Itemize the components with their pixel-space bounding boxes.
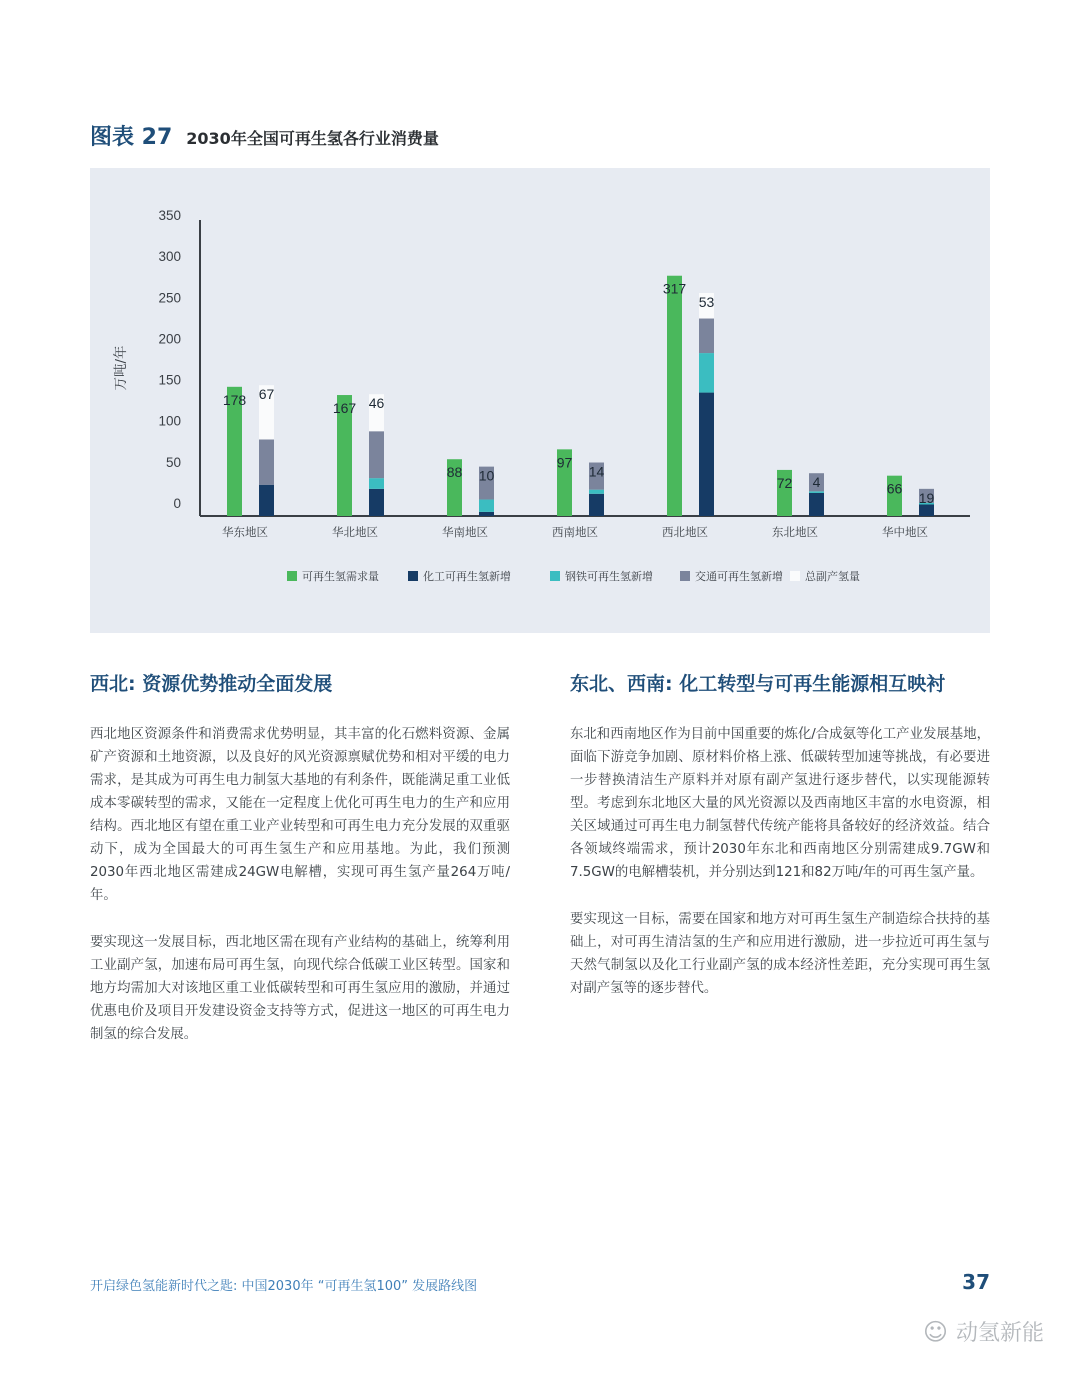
legend-label: 总副产氢量 (805, 570, 860, 583)
stacked-segment (919, 504, 934, 516)
stacked-segment (699, 319, 714, 354)
paragraph: 东北和西南地区作为目前中国重要的炼化/合成氨等化工产业发展基地，面临下游竞争加剧、原材料价格上涨、低碳转型加速等挑战，有必要进一步替换清洁生产原料并对原有副产氢进行逐步替代，以实现能源转型。考虑到东北地区大量的风光资源以及西南地区丰富的水电资源，相关区域通过可再生电力制氢替代传统产能将具备较好的经济效益。结合各领域终端需求，预计2030年东北和西南地区分别需建成9.7GW和7.5GW的电解槽装机，并分别达到121和82万吨/年的可再生氢产量。 (570, 726, 990, 880)
watermark-text: 动氢新能 (955, 1321, 1044, 1346)
x-tick-label: 华中地区 (882, 525, 928, 539)
right-column (570, 672, 990, 1024)
x-tick-label: 西南地区 (552, 525, 598, 539)
x-tick-label: 华东地区 (222, 525, 268, 539)
section-heading-northeast-southwest: 东北、西南: 化工转型与可再生能源相互映衬 (570, 673, 946, 695)
figure-number: 图表 27 (90, 125, 173, 150)
demand-value-label: 317 (662, 280, 687, 297)
stacked-segment (809, 493, 824, 516)
left-column (90, 672, 510, 1070)
watermark (923, 1316, 1044, 1347)
paragraph: 要实现这一发展目标，西北地区需在现有产业结构的基础上，统筹利用工业副产氢，加速布局可再生氢，向现代综合低碳工业区转型。国家和地方均需加大对该地区重工业低碳转型和可再生氢应用的激励，并通过优惠电价及项目开发建设资金支持等方式，促进这一地区的可再生电力制氢的综合发展。 (90, 934, 510, 1042)
stack-value-label: 10 (478, 467, 495, 484)
legend-label: 钢铁可再生氢新增 (565, 570, 653, 583)
demand-value-label: 167 (332, 400, 357, 417)
footer-title: 开启绿色氢能新时代之匙: 中国2030年 “可再生氢100” 发展路线图 (90, 1279, 478, 1294)
stacked-segment (589, 494, 604, 516)
bar-chart (90, 168, 990, 633)
legend-swatch (790, 571, 800, 581)
y-tick-label: 300 (158, 249, 181, 265)
stacked-segment (699, 353, 714, 392)
wechat-icon: ☺ (922, 1317, 948, 1346)
stacked-segment (259, 439, 274, 484)
legend-swatch (408, 571, 418, 581)
y-tick-label: 100 (158, 413, 181, 429)
stack-value-label: 19 (918, 489, 935, 506)
paragraph: 要实现这一目标，需要在国家和地方对可再生氢生产制造综合扶持的基础上，对可再生清洁氢的生产和应用进行激励，进一步拉近可再生氢与天然气制氢以及化工行业副产氢的成本经济性差距，充分实现可再生氢对副产氢等的逐步替代。 (570, 911, 990, 996)
x-tick-label: 华北地区 (332, 525, 378, 539)
stack-value-label: 67 (258, 386, 275, 403)
stacked-segment (479, 512, 494, 516)
y-tick-label: 50 (165, 454, 181, 470)
stack-value-label: 4 (812, 474, 821, 491)
y-tick-label: 250 (158, 290, 181, 306)
legend-swatch (550, 571, 560, 581)
y-tick-label: 150 (158, 372, 181, 388)
y-axis-title: 万吨/年 (113, 345, 129, 391)
stacked-segment (589, 490, 604, 494)
legend-label: 可再生氢需求量 (302, 570, 379, 583)
stacked-segment (369, 431, 384, 478)
figure-caption: 2030年全国可再生氢各行业消费量 (186, 129, 439, 148)
stacked-segment (369, 478, 384, 489)
y-tick-label: 200 (158, 331, 181, 347)
y-tick-label: 350 (158, 208, 181, 223)
paragraph: 西北地区资源条件和消费需求优势明显，其丰富的化石燃料资源、金属矿产资源和土地资源，以及良好的风光资源禀赋优势和相对平缓的电力需求，是其成为可再生电力制氢大基地的有利条件，既能满足重工业低成本零碳转型的需求，又能在一定程度上优化可再生电力的生产和应用结构。西北地区有望在重工业产业转型和可再生电力充分发展的双重驱动下，成为全国最大的可再生氢生产和应用基地。为此，我们预测2030年西北地区需建成24GW电解槽，实现可再生氢产量264万吨/年。 (90, 726, 510, 903)
stacked-segment (259, 485, 274, 516)
stacked-segment (809, 491, 824, 493)
stacked-segment (699, 393, 714, 516)
stacked-segment (479, 500, 494, 512)
demand-bar (667, 276, 682, 516)
figure-title (90, 120, 439, 151)
x-tick-label: 华南地区 (442, 525, 488, 539)
legend-swatch (287, 571, 297, 581)
demand-value-label: 178 (222, 391, 247, 408)
y-tick-label: 0 (173, 496, 181, 511)
page-number: 37 (962, 1270, 990, 1294)
stacked-segment (369, 489, 384, 516)
stack-value-label: 46 (368, 395, 385, 412)
legend-label: 交通可再生氢新增 (695, 570, 783, 583)
stack-value-label: 53 (698, 294, 715, 311)
x-tick-label: 西北地区 (662, 525, 708, 539)
demand-value-label: 66 (886, 480, 903, 497)
legend-label: 化工可再生氢新增 (423, 570, 511, 583)
legend-swatch (680, 571, 690, 581)
stack-value-label: 14 (588, 463, 605, 480)
x-tick-label: 东北地区 (772, 525, 818, 539)
demand-value-label: 88 (446, 464, 463, 481)
demand-value-label: 97 (556, 454, 573, 471)
section-heading-northwest: 西北: 资源优势推动全面发展 (90, 673, 333, 695)
demand-value-label: 72 (776, 474, 793, 491)
chart-panel (90, 168, 990, 633)
